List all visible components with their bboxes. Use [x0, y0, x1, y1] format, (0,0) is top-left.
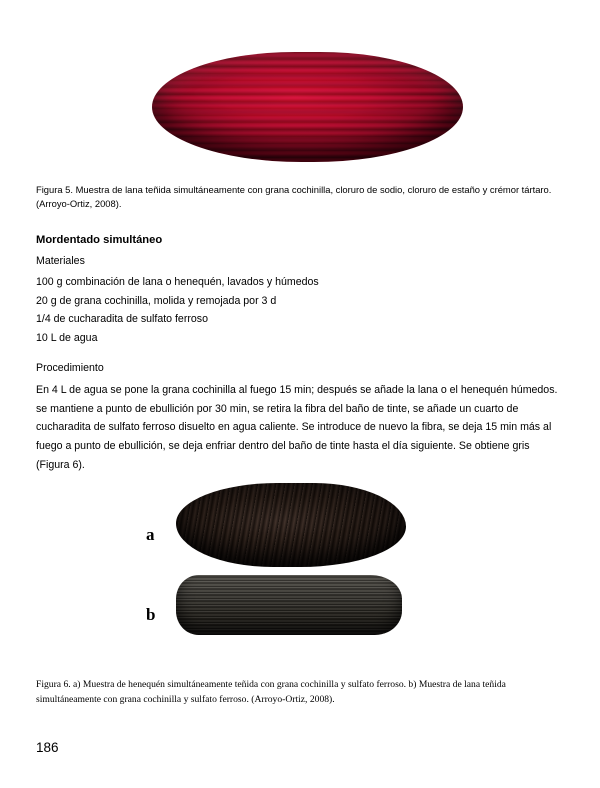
figure-6-label-b: b [146, 605, 156, 624]
section-heading-mordentado-simultaneo: Mordentado simultáneo [36, 234, 163, 246]
materials-list [36, 273, 564, 347]
figure-6-caption: Figura 6. a) Muestra de henequén simultáneamente teñida con grana cochinilla y sulfato ferroso. b) Muestra de lana teñida simultáneamente con grana cochinilla y sulfato ferroso. (Arroyo-Ortiz, 2008). [36, 679, 506, 705]
wool-skein-grey [176, 575, 402, 635]
materials-label: Materiales [36, 255, 85, 267]
figure-6-image [0, 483, 600, 643]
list-item: 100 g combinación de lana o henequén, lavados y húmedos [36, 276, 319, 288]
list-item: 20 g de grana cochinilla, molida y remojada por 3 d [36, 294, 277, 307]
figure-5-caption: Figura 5. Muestra de lana teñida simultáneamente con grana cochinilla, cloruro de sodio, cloruro de estaño y crémor tártaro. (Arroyo-Ortiz, 2008). [36, 184, 552, 209]
henequen-skein-dark [176, 483, 406, 567]
wool-skein-crimson [152, 52, 463, 162]
list-item: 10 L de agua [36, 331, 98, 344]
procedure-paragraph: En 4 L de agua se pone la grana cochinilla al fuego 15 min; después se añade la lana o el henequén húmedos. se mantiene a punto de ebullición por 30 min, se retira la fibra del baño de tinte, se añade un cuarto de cucharadita de sulfato ferroso disuelto en agua caliente. Se introduce de nuevo la fibra, se deja 15 min más al fuego a punto de ebullición, se deja enfriar dentro del baño de tinte hasta el día siguiente. Se obtiene gris (Figura 6). [36, 384, 558, 471]
list-item: 1/4 de cucharadita de sulfato ferroso [36, 313, 208, 326]
page-number: 186 [36, 740, 59, 755]
figure-5-image [0, 52, 600, 172]
figure-6-label-a: a [146, 525, 155, 544]
procedure-label: Procedimiento [36, 362, 104, 374]
